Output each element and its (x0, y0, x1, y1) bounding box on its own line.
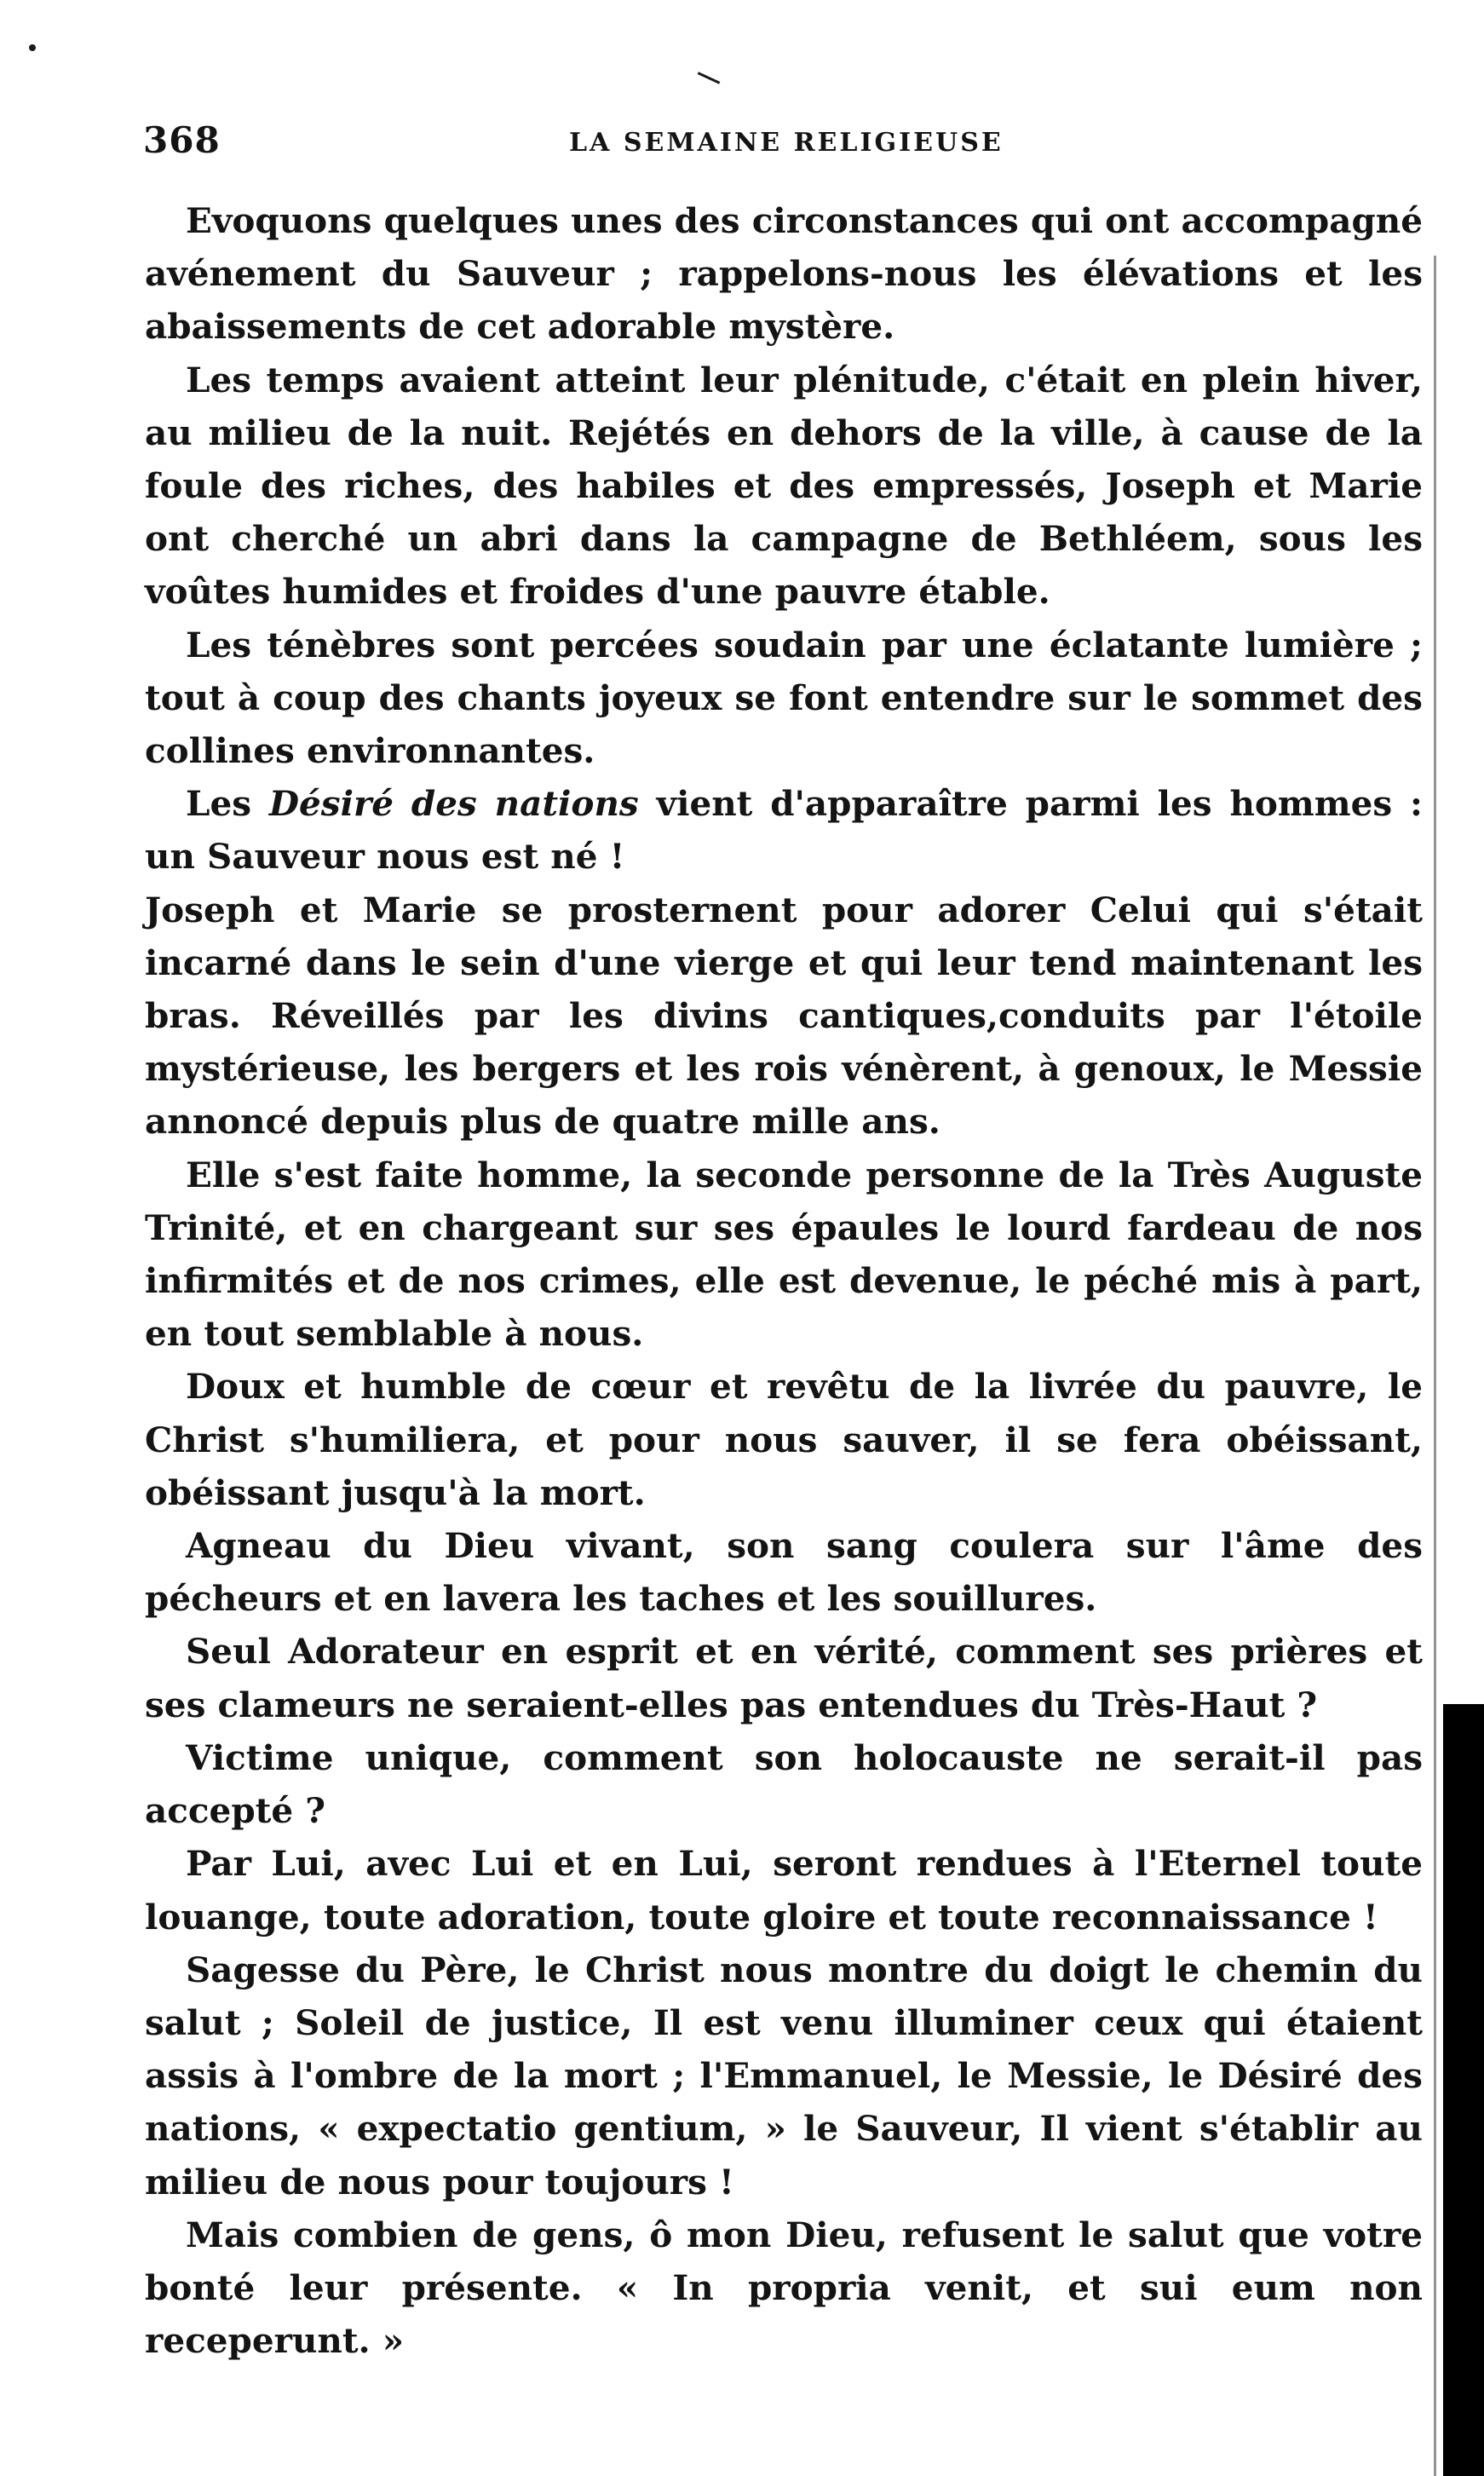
page-edge-shadow (1434, 256, 1436, 2476)
body-text (145, 194, 1423, 2367)
paragraph-text: Les (186, 783, 269, 825)
margin-tick (698, 72, 721, 84)
paragraph: Victime unique, comment son holocauste ne serait-il pas accepté ? (145, 1736, 1423, 1832)
paragraph: Agneau du Dieu vivant, son sang coulera sur l'âme des pécheurs et en lavera les taches et les souillures. (145, 1525, 1423, 1620)
paragraph: Elle s'est faite homme, la seconde personne de la Très Auguste Trinité, et en chargeant sur ses épaules le lourd fardeau de nos infirmités et de nos crimes, elle est devenue, le péché mis à part, en tout semblable à nous. (145, 1154, 1423, 1355)
italic-phrase: Désiré des nations (268, 783, 639, 825)
paragraph: Les temps avaient atteint leur plénitude, c'était en plein hiver, au milieu de la nuit. Rejétés en dehors de la ville, à cause de la foule des riches, des habiles et des empressés, Joseph et Marie ont cherché un abri dans la campagne de Bethléem, sous les voûtes humides et froides d'une pauvre étable. (145, 359, 1423, 613)
paragraph: Par Lui, avec Lui et en Lui, seront rendues à l'Eternel toute louange, toute adoration, toute gloire et toute reconnaissance ! (145, 1843, 1423, 1938)
paragraph: Les ténèbres sont percées soudain par une éclatante lumière ; tout à coup des chants joyeux se font entendre sur le sommet des collines environnantes. (145, 624, 1423, 772)
paragraph: Mais combien de gens, ô mon Dieu, refusent le salut que votre bonté leur présente. « In propria venit, et sui eum non receperunt. » (145, 2214, 1423, 2362)
page-edge-black (1443, 1704, 1484, 2476)
paragraph: Seul Adorateur en esprit et en vérité, comment ses prières et ses clameurs ne seraient-elles pas entendues du Très-Haut ? (145, 1631, 1423, 1725)
page-number: 368 (143, 119, 221, 161)
paragraph: Joseph et Marie se prosternent pour adorer Celui qui s'était incarné dans le sein d'une vierge et qui leur tend maintenant les bras. Réveillés par les divins cantiques,conduits par l'étoile mystérieuse, les bergers et les rois vénèrent, à genoux, le Messie annoncé depuis plus de quatre mille ans. (145, 889, 1423, 1143)
paragraph: Evoquons quelques unes des circonstances qui ont accompagné avénement du Sauveur ; rappelons-nous les élévations et les abaissements de cet adorable mystère. (145, 200, 1423, 348)
paragraph: Sagesse du Père, le Christ nous montre du doigt le chemin du salut ; Soleil de justice, Il est venu illuminer ceux qui étaient assis à l'ombre de la mort ; l'Emmanuel, le Messie, le Désiré des nations, « expectatio gentium, » le Sauveur, Il vient s'établir au milieu de nous pour toujours ! (145, 1949, 1423, 2202)
paragraph (145, 777, 1423, 883)
page-header (143, 119, 1353, 170)
paragraph-text: vient d'apparaître parmi les hommes : un Sauveur nous est né ! (145, 783, 1423, 878)
paragraph: Doux et humble de cœur et revêtu de la livrée du pauvre, le Christ s'humiliera, et pour nous sauver, il se fera obéissant, obéissant jusqu'à la mort. (145, 1366, 1423, 1513)
running-head: LA SEMAINE RELIGIEUSE (569, 128, 1004, 158)
margin-speck (29, 44, 36, 51)
